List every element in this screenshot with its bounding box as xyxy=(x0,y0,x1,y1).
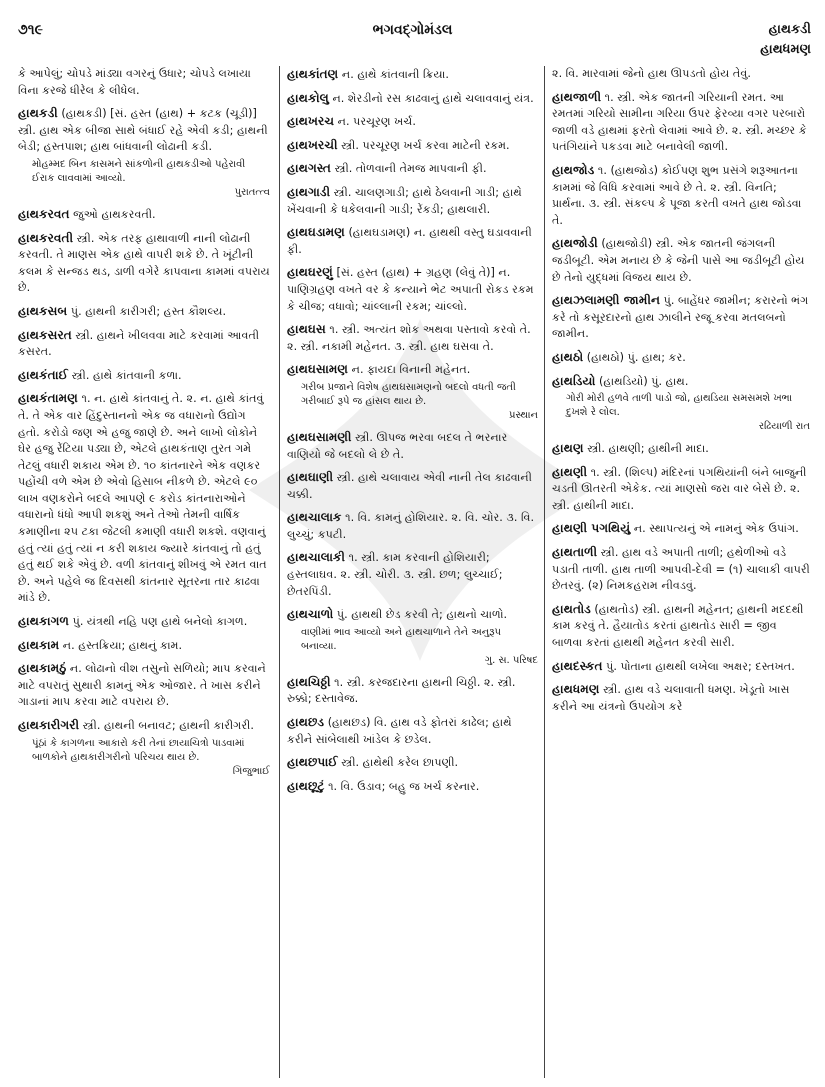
dictionary-entry xyxy=(18,303,270,321)
headword: હાથછપાઈ xyxy=(287,755,338,770)
headword: હાથચાલાક xyxy=(287,510,342,525)
definition: સ્ત્રી. હાથની બનાવટ; હાથની કારીગરી. xyxy=(82,719,254,732)
headword: હાથતાળી xyxy=(552,545,598,560)
citation-source: રઢિયાળી રાત xyxy=(758,421,810,433)
definition: ન. સ્થાપત્યનું એ નામનું એક ઉપાંગ. xyxy=(633,522,799,536)
headword: હાથધમણ xyxy=(552,682,600,697)
dictionary-entry xyxy=(552,162,810,229)
dictionary-entry xyxy=(552,464,810,515)
citation: મોહમ્મદ બિન કાસમને સાંકળોની હાથકડીઓ પહેરાવી ઈરાક લાવવામાં આવ્યો. xyxy=(32,158,246,184)
book-title: ભગવદ્ગોમંડલ xyxy=(372,22,453,38)
definition: ન. હસ્તક્રિયા; હાથનું કામ. xyxy=(62,638,183,652)
definition: સ્ત્રી. હાથ વડે અપાતી તાળી; હથેળીઓ વડે પડાતી તાળી. હાથ તાળી આપવી-દેવી = (૧) ચાલાકી વાપરી છેતરવું. (૨) નિમકહરામ નીવડવું. xyxy=(552,546,810,593)
definition: સ્ત્રી. હાથ વડે ચલાવાતી ધમણ. ખેડૂતો ખાસ કરીને આ યંત્રનો ઉપયોગ કરે xyxy=(552,683,790,713)
citation: પૂંઠાં કે કાગળના આકારો કરી તેનાં છાયાચિત્રો પાડવામાં બાળકોને હાથકારીગરીનો પરિચય થાય છે. xyxy=(32,737,245,763)
citation: ગરીબ પ્રજાને વિશેષ હાથઘસામણનો બદલો વધતી જતી ગરીબાઈ રૂપે જ હાંસલ થાય છે. xyxy=(301,381,516,407)
definition: (હાથછડ) વિ. હાથ વડે ફોતરાં કાઢેલ; હાથે કરીને સાંબેલાથી ખાંડેલ કે છડેલ. xyxy=(287,716,512,746)
definition: સ્ત્રી. ચાલણગાડી; હાથે ઠેલવાની ગાડી; હાથે ખેંચવાની કે ધકેલવાની ગાડી; રેંકડી; હાથલારી. xyxy=(287,185,522,216)
citation-source: પુરાતત્ત્વ xyxy=(234,186,270,198)
page-number: ૭૧૯ xyxy=(18,22,43,38)
definition: ૧. વિ. કામનું હોશિયાર. ૨. વિ. ચોર. ૩. વિ. લુચ્ચું; કપટી. xyxy=(287,511,534,541)
definition: ૧. સ્ત્રી. એક જાતની ગરિયાની રમત. આ રમતમાં ગરિયો સામીના ગરિયા ઉપર ફેરવ્યા વગર પરબારો જાળી વડે હાથમાં ફરતો લેવામાં આવે છે. ૨. સ્ત્રી. મચ્છર કે પતંગિયાંને પકડવા માટે બનાવેલી જાળી. xyxy=(552,90,807,154)
definition: પું. હાથની કારીગરી; હસ્ત કૌશલ્ય. xyxy=(70,304,227,318)
dictionary-entry xyxy=(18,660,270,711)
headword: હાથઘસ xyxy=(287,322,326,337)
dictionary-entry xyxy=(287,549,538,600)
definition: ૧. સ્ત્રી. અત્યંત શોક અથવા પસ્તાવો કરવો તે. ૨. સ્ત્રી. નકામી મહેનત. ૩. સ્ત્રી. હાથ ઘસવા તે. xyxy=(287,323,531,353)
headword: હાથકાગળ xyxy=(18,614,69,629)
headword: હાથચાલાકી xyxy=(287,550,346,565)
headword: હાથકરવતી xyxy=(18,230,74,245)
headword: હાથકસરત xyxy=(18,327,72,342)
definition: પું. બાહેંધર જામીન; કરારનો ભંગ કરે તો કસૂરદારનો હાથ ઝાલીને રજૂ કરવા મતલબનો જામીન. xyxy=(552,294,809,341)
definition: ન. લોઢાનો વીશ તસુનો સળિયો; માપ કરવાને માટે વપરાતું સુથારી કામનું એક ઓજાર. તે ખાસ કરીને ગાડાનાં માપ કરવા માટે વપરાય છે. xyxy=(18,662,266,709)
dictionary-entry xyxy=(18,66,270,99)
dictionary-entry xyxy=(287,184,538,218)
headword: હાથતોડ xyxy=(552,601,591,616)
definition: ૧. સ્ત્રી. (શિલ્પ) મંદિરનાં પગથિયાંની બંને બાજુની ચડતી ઊતરતી એકેક. ત્યાં માણસો જરા વાર બેસે છે. ૨. સ્ત્રી. હાથીની માદા. xyxy=(552,465,807,512)
definition: ૧. (હાથજોડ) કોઈપણ શુભ પ્રસંગે શરૂઆતના કામમાં જે વિધિ કરવામાં આવે છે તે. ૨. સ્ત્રી. વિનતિ; પ્રાર્થના. ૩. સ્ત્રી. સંકલ્પ કે પૂજા કરતી વખતે હાથ જોડવા તે. xyxy=(552,163,802,227)
definition: ૧. વિ. ઉડાવ; બહુ જ ખર્ચ કરનાર. xyxy=(328,779,480,793)
dictionary-entry xyxy=(287,361,538,423)
dictionary-entry xyxy=(287,113,538,131)
headword: હાથજાળી xyxy=(552,89,602,104)
headword: હાથકંતાઈ xyxy=(18,367,69,382)
headword: હાથઘરણું xyxy=(287,265,333,280)
citation-source: પ્રસ્થાન xyxy=(508,409,538,421)
dictionary-entry xyxy=(287,714,538,748)
dictionary-entry xyxy=(552,89,810,156)
definition: સ્ત્રી. એક તરફ હાથાવાળી નાની લોઢાની કરવતી. તે માણસ એક હાથે વાપરી શકે છે. તે ખૂંટીની કલમ કે સન્જડ થડ, ડાળી વગેરે કાપવાના કામમાં વપરાય છે. xyxy=(18,231,270,295)
dictionary-entry xyxy=(18,105,270,200)
definition: સ્ત્રી. પરચૂરણ ખર્ચ કરવા માટેની રકમ. xyxy=(341,138,510,152)
headword: હાથડિયો xyxy=(552,373,596,388)
dictionary-entry xyxy=(18,717,270,779)
citation-source: ગુ. સ. પરિષદ xyxy=(484,654,538,666)
dictionary-entry xyxy=(552,292,810,343)
definition: સ્ત્રી. હાથણી; હાથીની માદા. xyxy=(587,442,709,456)
dictionary-entry xyxy=(552,658,810,676)
dictionary-entry xyxy=(287,469,538,503)
headword: હાથદસ્કત xyxy=(552,658,603,673)
definition: ૧. સ્ત્રી. કામ કરવાની હોશિયારી; હસ્તલાઘવ. ૨. સ્ત્રી. ચોરી. ૩. સ્ત્રી. છળ; લુચ્ચાઈ; છેતરપિંડી. xyxy=(287,551,503,598)
definition: જુઓ હાથકરવતી. xyxy=(73,207,156,221)
definition: પું. યંત્રથી નહિ પણ હાથે બનેલો કાગળ. xyxy=(72,615,248,629)
column-3 xyxy=(552,66,810,1078)
definition: ૧. સ્ત્રી. કરજદારના હાથની ચિઠ્ઠી. ૨. સ્ત્રી. રુક્કો; દસ્તાવેજ. xyxy=(287,675,516,706)
definition: (હાથકડી) [સં. હસ્ત (હાથ) + કટક (ચૂડી)] સ્ત્રી. હાથ એક બીજા સાથે બંધાઈ રહે એવી કડી; હાથની બેડી; હસ્તપાશ; હાથ બાંધવાની લોઢાની કડી. xyxy=(18,107,268,154)
dictionary-entry xyxy=(18,390,270,607)
headword: હાથઠો xyxy=(552,349,584,364)
dictionary-entry xyxy=(287,674,538,708)
definition: (હાથજોડી) સ્ત્રી. એક જાતની જંગલની જડીબૂટી. એમ મનાય છે કે જેની પાસે આ જડીબૂટી હોય છે તેનો યુદ્ધમાં વિજય થાય છે. xyxy=(552,237,805,284)
dictionary-entry xyxy=(552,235,810,286)
headword: હાથણી xyxy=(552,464,588,479)
definition: પું. હાથથી છેડ કરવી તે; હાથનો ચાળો. xyxy=(336,608,508,622)
column-divider xyxy=(544,66,545,1078)
dictionary-entry xyxy=(552,349,810,367)
dictionary-entry xyxy=(552,440,810,458)
definition: ન. પરચૂરણ ખર્ચ. xyxy=(337,115,416,129)
definition: ન. હાથે કાંતવાની ક્રિયા. xyxy=(341,68,449,81)
definition: કે આપેલું; ચોપડે માંડ્યા વગરનું ઉધાર; ચોપડે લખાયા વિના કરજે ધીરેલ કે લીધેલ. xyxy=(18,67,251,97)
citation: ગોરી મોરી હળવે તાળી પાડો જો, હાથડિયા સમસમશે ખભા દુખશે રે લોલ. xyxy=(566,393,793,419)
definition: (હાથઠો) પું. હાથ; કર. xyxy=(586,350,686,364)
dictionary-entry xyxy=(287,509,538,543)
dictionary-entry xyxy=(552,520,810,538)
dictionary-entry xyxy=(287,754,538,772)
headword: હાથઘડામણ xyxy=(287,225,345,240)
headword: હાથકારીગરી xyxy=(18,718,80,732)
headword: હાથછડ xyxy=(287,715,325,730)
definition: ૧. ન. હાથે કાંતવાનું તે. ૨. ન. હાથે કાંતવું તે. તે એક વાર હિંદુસ્તાનનો એક જ વધારાનો ઉદ્યોગ હતો. કરોડો જણ એ હજુ જાણે છે. અને લાખો લોકોને ઘેર હજુ રેંટિયા પડ્યા છે, એટલે હાથકંતાણ તુરત ગમે તેટલું વધારી શકાય એમ છે. ૧૦ કાંતનારને એક વણકર પહોંચી વળે એમ છે એવો હિસાબ નીકળે છે. એટલે ૯૦ લાખ વણકરોને બદલે આપણે ૯ કરોડ કાંતનારાઓને વધારાનો ધંધો આપી શકશું અને તેઓ તેમની વાર્ષિક કમાણીના ૨૫ ટકા જેટલી કમાણી વધારી શકશે. વણવાનું હતું ત્યાં હતું ત્યાં ન કરી શકાય જ્યારે કાંતવાનું તો હતું હતું થઈ શકે એવું છે. વળી કાંતવાનું શીખવું એ રમત વાત છે. અને પહેલે જ દિવસથી કાંતનાર સૂતરના તાર કાઢવા માંડે છે. xyxy=(18,392,267,605)
definition: (હાથઘડામણ) ન. હાથથી વસ્તુ ઘડાવવાની ફી. xyxy=(287,226,532,256)
dictionary-entry xyxy=(287,321,538,355)
page-header xyxy=(14,18,811,57)
dictionary-entry xyxy=(287,264,538,315)
definition: સ્ત્રી. હાથે કાંતવાની કળા. xyxy=(71,368,182,382)
dictionary-entry xyxy=(18,613,270,631)
headword: હાથકસબ xyxy=(18,303,68,318)
definition: સ્ત્રી. ઊપજ ભરવા બદલ તે ભરનાર વાણિયો જે બદલો લે છે તે. xyxy=(287,430,508,461)
dictionary-entry xyxy=(287,160,538,178)
dictionary-entry xyxy=(287,66,538,84)
headword: હાથકંતામણ xyxy=(18,391,78,406)
guide-words xyxy=(760,20,811,60)
dictionary-entry xyxy=(552,681,810,715)
dictionary-entry xyxy=(287,778,538,796)
column-divider xyxy=(279,66,280,1078)
headword: હાથચિઠ્ઠી xyxy=(287,674,331,689)
headword: હાથકાંતણ xyxy=(287,67,339,81)
headword: હાથકોલુ xyxy=(287,90,329,105)
definition: સ્ત્રી. તોળવાની તેમજ માપવાની ફી. xyxy=(334,162,487,176)
dictionary-entry xyxy=(18,230,270,297)
headword: હાથચાળો xyxy=(287,607,334,622)
definition: [સં. હસ્ત (હાથ) + ગ્રહણ (લેવું તે)] ન. પાણિગ્રહણ વખતે વર કે કન્યાને ભેટ અપાતી રોકડ રકમ કે ચીજ; વધાવો; ચાંલ્લાની રકમ; ચાંલ્લો. xyxy=(287,266,534,313)
headword: હાથગસ્ત xyxy=(287,161,332,176)
headword: હાથઘાણી xyxy=(287,470,334,485)
headword: હાથછૂટું xyxy=(287,778,325,793)
definition: (હાથતોડ) સ્ત્રી. હાથની મહેનત; હાથની મદદથી કામ કરવું તે. હૈયાતોડ કરતાં હાથતોડ સારી = જીવ બાળવા કરતાં હાથથી મહેનત કરવી સારી. xyxy=(552,602,804,650)
headword: હાથઘસામણ xyxy=(287,362,349,377)
definition: સ્ત્રી. હાથેથી કરેલ છાપણી. xyxy=(341,756,459,770)
citation: વાણીમાં ભાવ આવ્યો અને હાથચાળાને તેને અનુરૂપ બનાવ્યા. xyxy=(301,626,502,652)
headword: હાથણી પગથિયું xyxy=(552,521,631,536)
headword: હાથઘસામણી xyxy=(287,429,352,444)
dictionary-entry xyxy=(552,544,810,595)
column-1 xyxy=(18,66,270,1078)
headword: હાથખરચ xyxy=(287,114,335,129)
dictionary-entry xyxy=(287,224,538,258)
dictionary-entry xyxy=(552,601,810,652)
headword: હાથખરચી xyxy=(287,137,338,152)
headword: હાથગાડી xyxy=(287,184,331,199)
definition: ન. ફાયદા વિનાની મહેનત. xyxy=(351,363,471,377)
headword: હાથકામ xyxy=(18,637,60,652)
headword: હાથકરવત xyxy=(18,206,70,221)
dictionary-entry xyxy=(287,429,538,463)
dictionary-entry xyxy=(287,137,538,155)
definition: પું. પોતાના હાથથી લખેલા અક્ષર; દસ્તખત. xyxy=(606,659,795,673)
headword: હાથજોડી xyxy=(552,236,598,251)
headword: હાથજોડ xyxy=(552,162,595,177)
dictionary-entry xyxy=(18,206,270,224)
definition: સ્ત્રી. હાથને ખીલવવા માટે કરવામાં આવતી કસરત. xyxy=(18,328,260,359)
column-2 xyxy=(287,66,538,1078)
dictionary-entry xyxy=(18,367,270,385)
dictionary-entry xyxy=(18,637,270,655)
dictionary-entry xyxy=(287,606,538,668)
definition: ન. શેરડીનો રસ કાઢવાનું હાથે ચલાવવાનું યંત્ર. xyxy=(332,91,534,105)
last-guide-word: હાથધમણ xyxy=(760,42,811,57)
dictionary-entry xyxy=(18,327,270,361)
headword: હાથકામઠું xyxy=(18,661,67,676)
definition: (હાથડિયો) પું. હાથ. xyxy=(599,374,689,388)
headword: હાથકડી xyxy=(18,106,58,121)
headword: હાથઝલામણી જામીન xyxy=(552,293,661,308)
dictionary-entry xyxy=(552,66,810,83)
first-guide-word: હાથકડી xyxy=(768,22,811,37)
headword: હાથણ xyxy=(552,441,584,456)
dictionary-entry xyxy=(552,373,810,435)
dictionary-entry xyxy=(287,90,538,108)
citation-source: ગિજુભાઈ xyxy=(232,765,270,777)
definition: ૨. વિ. મારવામાં જેનો હાથ ઊપડતો હોય તેવું. xyxy=(552,67,751,80)
definition: સ્ત્રી. હાથે ચલાવાય એવી નાની તેલ કાઢવાની ચક્કી. xyxy=(287,471,532,501)
